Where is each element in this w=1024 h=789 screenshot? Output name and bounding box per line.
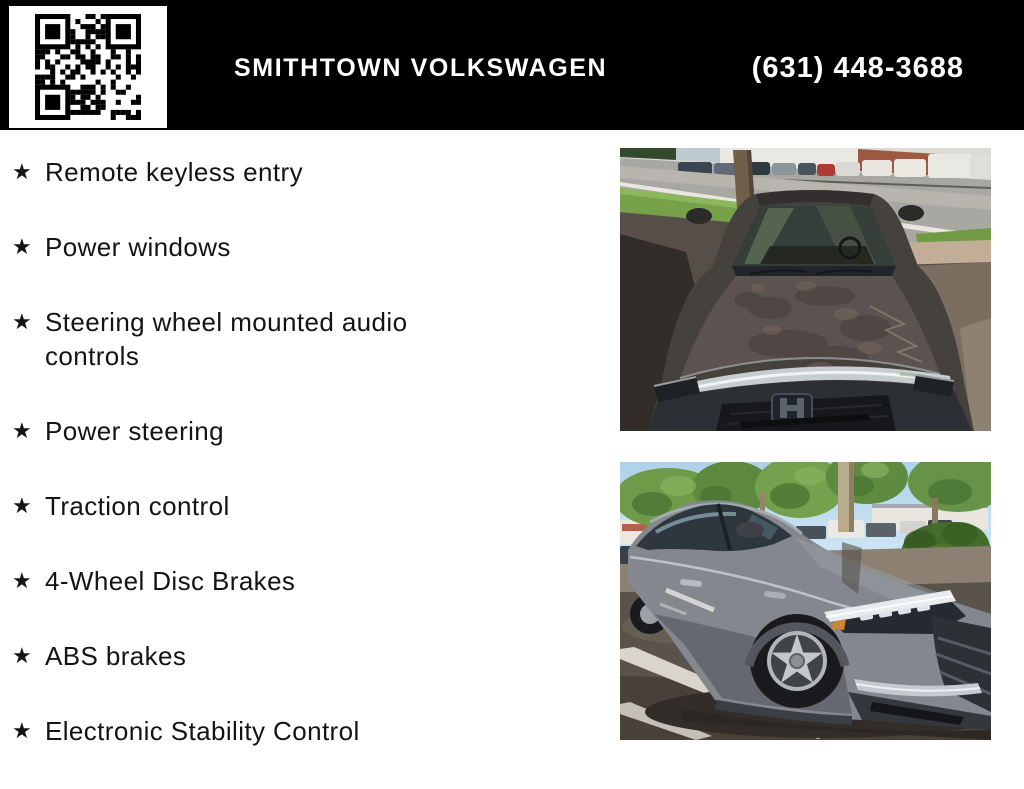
star-icon: ★: [12, 718, 33, 743]
feature-text: Traction control: [45, 491, 230, 521]
feature-text: Remote keyless entry: [45, 157, 303, 187]
star-icon: ★: [12, 159, 33, 184]
feature-list: [12, 155, 490, 789]
star-icon: ★: [12, 309, 33, 334]
feature-item: [12, 414, 490, 448]
header-bar: [0, 0, 1024, 130]
feature-text: Electronic Stability Control: [45, 716, 360, 746]
star-icon: ★: [12, 568, 33, 593]
qr-code-pattern: [35, 14, 141, 120]
feature-text: 4-Wheel Disc Brakes: [45, 566, 296, 596]
vehicle-photo-front-scene: [620, 148, 991, 431]
feature-item: [12, 155, 490, 189]
feature-text: Power steering: [45, 416, 225, 446]
vehicle-photo-side: [620, 462, 991, 740]
feature-item: [12, 305, 490, 373]
feature-text: ABS brakes: [45, 641, 187, 671]
star-icon: ★: [12, 418, 33, 443]
feature-text: Power windows: [45, 232, 231, 262]
feature-item: [12, 489, 490, 523]
feature-item: [12, 564, 490, 598]
right-mirror: [898, 205, 924, 221]
star-icon: ★: [12, 234, 33, 259]
star-icon: ★: [12, 643, 33, 668]
feature-text: Steering wheel mounted audio controls: [45, 307, 408, 371]
feature-item: [12, 639, 490, 673]
star-icon: ★: [12, 493, 33, 518]
phone-number: (631) 448-3688: [751, 51, 964, 84]
feature-item: [12, 714, 490, 748]
qr-code: [9, 6, 167, 128]
side-mirror: [736, 522, 764, 538]
feature-item: [12, 230, 490, 264]
vehicle-photo-side-scene: [620, 462, 991, 740]
left-mirror: [686, 208, 712, 224]
dealer-name: SMITHTOWN VOLKSWAGEN: [234, 53, 608, 82]
vehicle-photo-front: [620, 148, 991, 431]
